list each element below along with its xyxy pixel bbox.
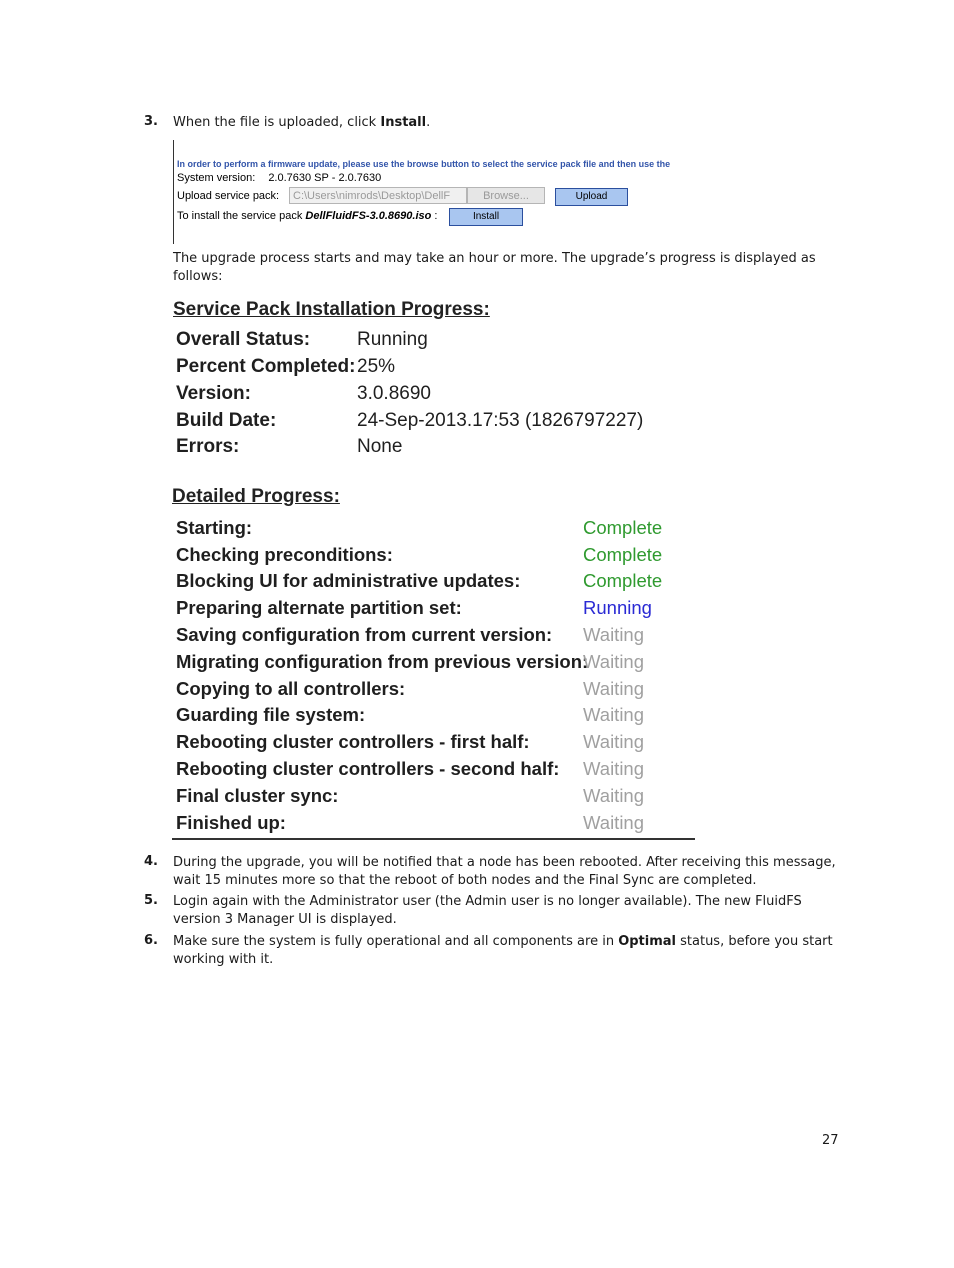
step-5-text: Login again with the Administrator user (the Admin user is no longer available). The new FluidFS version 3 Manager UI is displayed. [173, 894, 802, 927]
progress-step-status: Waiting [583, 651, 645, 672]
progress-step-label: Rebooting cluster controllers - first half: [176, 731, 530, 752]
progress-step-label: Final cluster sync: [176, 785, 339, 806]
step-6-text: Make sure the system is fully operational and all components are in Optimal status, before you start working with it. [173, 934, 833, 967]
progress-step-label: Guarding file system: [176, 704, 366, 725]
install-colon: : [434, 210, 438, 222]
field-value: 3.0.8690 [357, 383, 431, 404]
progress-step-status: Waiting [583, 678, 645, 699]
progress-step-status: Waiting [583, 812, 645, 833]
detailed-progress-title: Detailed Progress: [172, 486, 340, 507]
step-3-after-text: The upgrade process starts and may take an hour or more. The upgrade’s progress is displayed as follows: [173, 251, 816, 284]
progress-step-status: Complete [583, 517, 663, 538]
progress-step-status: Waiting [583, 624, 645, 645]
progress-step-label: Rebooting cluster controllers - second half: [176, 758, 560, 779]
upload-info-text: In order to perform a firmware update, please use the browse button to select the service pack file and then use the [177, 159, 671, 169]
field-value: 25% [357, 356, 396, 377]
step-5-number: 5. [144, 893, 158, 908]
upload-row [177, 190, 608, 202]
upload-label: Upload service pack: [177, 190, 280, 202]
progress-step-label: Copying to all controllers: [176, 678, 406, 699]
progress-step-label: Blocking UI for administrative updates: [176, 570, 521, 591]
progress-step-label: Finished up: [176, 812, 286, 833]
progress-panel [171, 296, 697, 840]
progress-step-status: Complete [583, 570, 663, 591]
step-4-text: During the upgrade, you will be notified that a node has been rebooted. After receiving this message, wait 15 minutes more so that the reboot of both nodes and the Final Sync are completed. [173, 855, 836, 888]
step-3-number: 3. [144, 114, 158, 129]
progress-step-label: Preparing alternate partition set: [176, 597, 462, 618]
field-label: Errors: [176, 436, 240, 457]
progress-step-label: Checking preconditions: [176, 544, 393, 565]
field-label: Overall Status: [176, 329, 311, 350]
progress-step-status: Waiting [583, 704, 645, 725]
system-version-value: 2.0.7630 SP - 2.0.7630 [268, 172, 382, 184]
upload-button[interactable]: Upload [555, 188, 628, 206]
install-row [177, 210, 500, 222]
system-version-row [177, 172, 381, 184]
install-file-name: DellFluidFS-3.0.8690.iso [305, 210, 432, 222]
field-label: Build Date: [176, 410, 277, 431]
field-value: None [357, 436, 403, 457]
page-number: 27 [822, 1133, 839, 1148]
progress-title: Service Pack Installation Progress: [173, 299, 490, 320]
file-path-input[interactable]: C:\Users\nimrods\Desktop\DellF [289, 187, 467, 204]
progress-step-label: Saving configuration from current version: [176, 624, 553, 645]
progress-step-label: Migrating configuration from previous version: [176, 651, 589, 672]
progress-step-status: Running [583, 597, 652, 618]
progress-step-label: Starting: [176, 517, 253, 538]
panel-bottom-rule [172, 838, 695, 840]
field-label: Version: [176, 383, 251, 404]
progress-step-status: Waiting [583, 785, 645, 806]
field-value: 24-Sep-2013.17:53 (1826797227) [357, 410, 644, 431]
install-keyword: Install [380, 115, 427, 130]
step-3-text: When the file is uploaded, click Install. [173, 115, 431, 130]
optimal-keyword: Optimal [618, 934, 676, 949]
system-version-label: System version: [177, 172, 256, 184]
install-button[interactable]: Install [449, 208, 523, 226]
step-6-number: 6. [144, 933, 158, 948]
progress-step-status: Complete [583, 544, 663, 565]
browse-button[interactable]: Browse... [467, 187, 545, 204]
field-label: Percent Completed: [176, 356, 356, 377]
field-value: Running [357, 329, 428, 350]
progress-step-status: Waiting [583, 731, 645, 752]
upload-panel [173, 140, 714, 244]
step-4-number: 4. [144, 854, 158, 869]
install-prefix: To install the service pack [177, 210, 303, 222]
progress-step-status: Waiting [583, 758, 645, 779]
